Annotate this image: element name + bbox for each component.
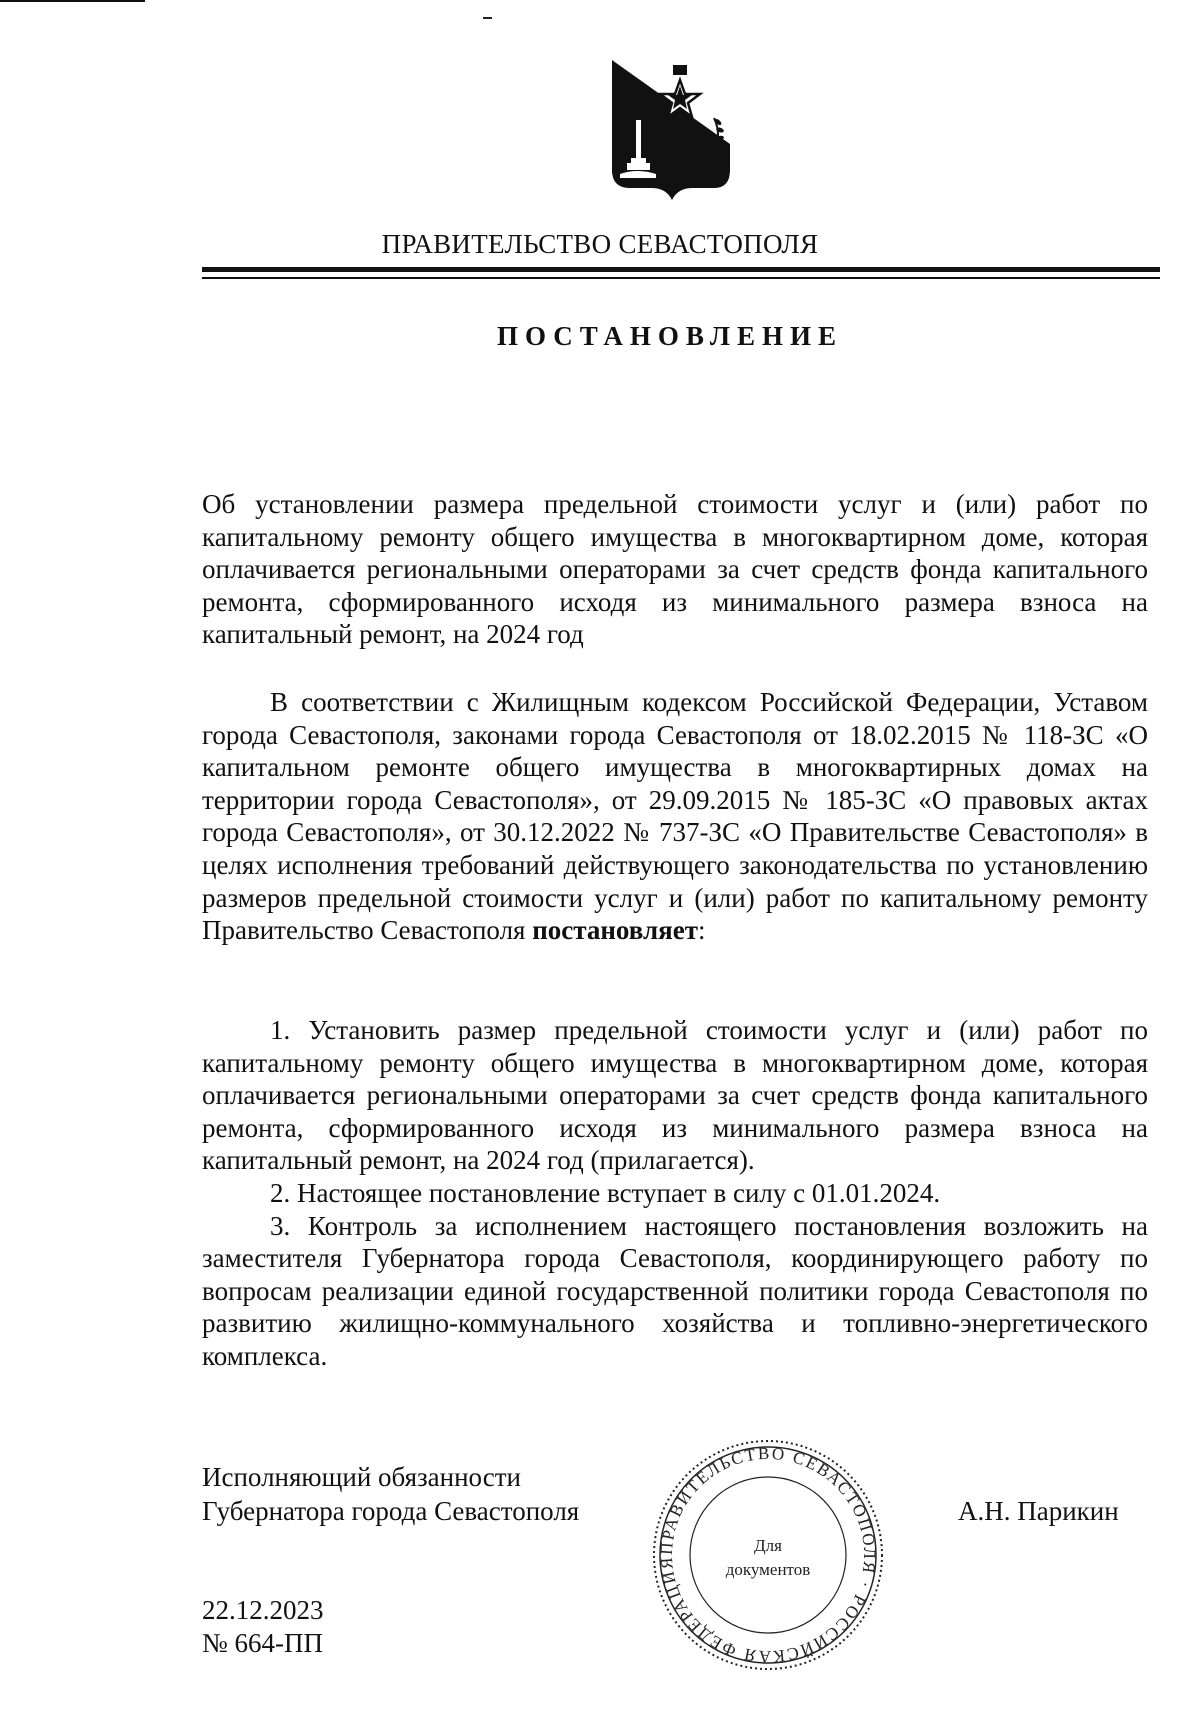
- seal-center-line-1: Для: [754, 1536, 782, 1555]
- decision-item-1: 1. Установить размер предельной стоимости услуг и (или) работ по капитальному ремонту общего имущества в многоквартирном доме, которая оплачивается региональными операторами за счет средств фонда капитального ремонта, сформированного исходя из минимального размера взноса на капитальный ремонт, на 2024 год (прилагается).: [202, 1015, 1148, 1176]
- government-title: ПРАВИТЕЛЬСТВО СЕВАСТОПОЛЯ: [381, 229, 819, 259]
- decision-item-2: 2. Настоящее постановление вступает в силу с 01.01.2024.: [270, 1177, 941, 1208]
- header-rule-thin: [202, 277, 1160, 279]
- seal-outer-text: ПРАВИТЕЛЬСТВО СЕВАСТОПОЛЯ · РОССИЙСКАЯ ФЕДЕРАЦИЯ: [656, 1443, 880, 1667]
- preamble-paragraph: [202, 686, 1148, 947]
- preamble-text: В соответствии с Жилищным кодексом Российской Федерации, Уставом города Севастополя, законами города Севастополя от 18.02.2015 № 118-ЗС «О капитальном ремонте общего имущества в многоквартирных домах на территории города Севастополя», от 29.09.2015 № 185-ЗС «О правовых актах города Севастополя», от 30.12.2022 № 737-ЗС «О Правительстве Севастополя» в целях исполнения требований действующего законодательства по установлению размеров предельной стоимости услуг и (или) работ по капитальному ремонту Правительство Севастополя: [202, 687, 1148, 946]
- document-number: № 664-ПП: [202, 1628, 323, 1658]
- scan-edge-line: [0, 0, 145, 2]
- decision-items: [202, 1014, 1148, 1373]
- decision-item-3: 3. Контроль за исполнением настоящего постановления возложить на заместителя Губернатора города Севастополя, координирующего работу по вопросам реализации единой государственной политики города Севастополя по развитию жилищно-коммунального хозяйства и топливно-энергетического комплекса.: [202, 1210, 1148, 1371]
- signer-role-line-2: Губернатора города Севастополя: [202, 1496, 580, 1526]
- document-subject: Об установлении размера предельной стоимости услуг и (или) работ по капитальному ремонту общего имущества в многоквартирном доме, которая оплачивается региональными операторами за счет средств фонда капитального ремонта, сформированного исходя из минимального размера взноса на капитальный ремонт, на 2024 год: [202, 489, 1148, 650]
- document-date: 22.12.2023: [202, 1595, 324, 1625]
- header-rule-thick: [202, 267, 1160, 272]
- scan-speck: [483, 17, 492, 19]
- signer-role-line-1: Исполняющий обязанности: [202, 1462, 521, 1492]
- official-seal-stamp: [648, 1435, 888, 1675]
- preamble-ending: :: [697, 915, 706, 946]
- signer-name: А.Н. Парикин: [958, 1496, 1119, 1526]
- document-type-heading: ПОСТАНОВЛЕНИЕ: [496, 321, 844, 351]
- coat-of-arms-icon: [610, 60, 735, 210]
- signer-role: [202, 1460, 579, 1528]
- seal-center-line-2: документов: [725, 1560, 811, 1579]
- decision-word: постановляет: [532, 915, 698, 946]
